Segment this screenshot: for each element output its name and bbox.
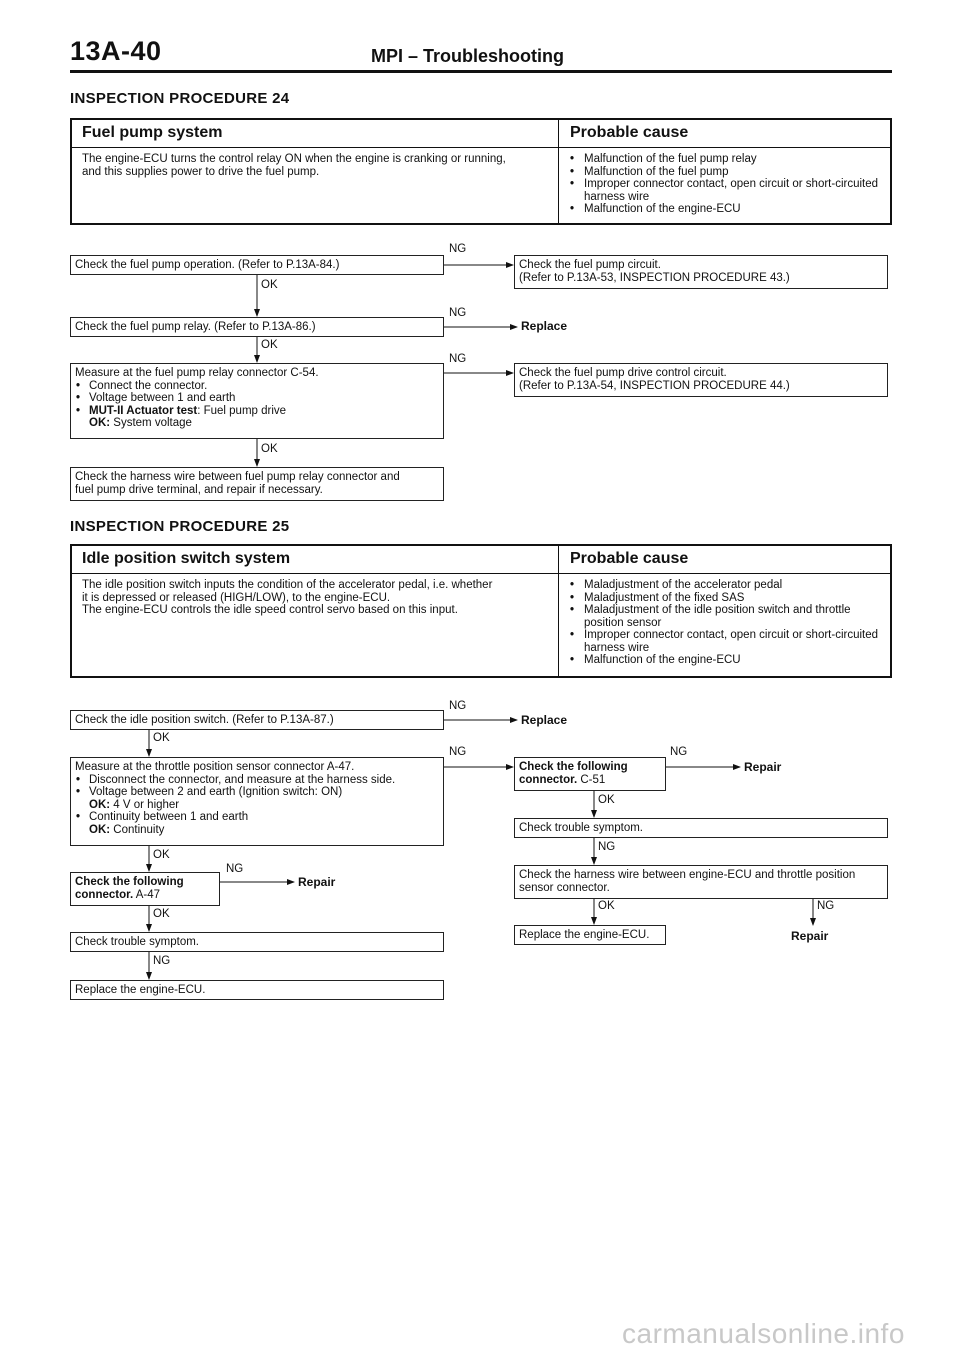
ok-label: OK: [261, 339, 278, 351]
action-replace: Replace: [521, 319, 568, 333]
step-replace-engine-ecu: Replace the engine-ECU.: [70, 980, 444, 1000]
connector-id: A-47: [135, 888, 161, 901]
ok-label: OK: [261, 443, 278, 455]
ok-value: 4 V or higher: [113, 798, 180, 811]
step-bullet: • Disconnect the connector, and measure at the harness side.: [75, 774, 439, 787]
ng-label: NG: [598, 841, 616, 853]
watermark: carmanualsonline.info: [622, 1318, 905, 1349]
probable-cause-header: Probable cause: [570, 124, 689, 141]
check-connector-label: Check the following connector.: [519, 761, 628, 786]
probable-cause-header: Probable cause: [570, 550, 689, 567]
step-line: Measure at the throttle position sensor connector A-47.: [75, 761, 355, 773]
ok-label: OK: [153, 908, 170, 920]
step-bullet: • Connect the connector.: [75, 380, 439, 393]
procedure-24-title: INSPECTION PROCEDURE 24: [70, 90, 290, 107]
step-check-trouble-symptom: Check trouble symptom.: [514, 818, 888, 838]
ok-label: OK: [153, 732, 170, 744]
ok-label: OK:: [89, 417, 111, 429]
ok-label: OK:: [89, 798, 111, 811]
cause-item: • Maladjustment of the idle position switch and throttle position sensor: [570, 604, 882, 629]
cause-item: • Maladjustment of the fixed SAS: [570, 592, 882, 605]
ok-label: OK: [153, 849, 170, 861]
step-bullet: • Voltage between 1 and earth: [75, 392, 439, 405]
cause-item: • Improper connector contact, open circuit or short-circuited harness wire: [570, 178, 882, 203]
ok-label: OK:: [89, 823, 111, 836]
step-line: Measure at the fuel pump relay connector C-54.: [75, 367, 319, 379]
cause-item: • Malfunction of the engine-ECU: [570, 203, 882, 216]
ng-label: NG: [449, 700, 467, 712]
step-bullet: • Continuity between 1 and earth: [75, 811, 439, 824]
system-name: Fuel pump system: [82, 124, 223, 141]
ok-label: OK: [598, 900, 615, 912]
page-number: 13A-40: [70, 36, 162, 66]
system-description: The engine-ECU turns the control relay ON when the engine is cranking or running, and this supplies power to drive the fuel pump.: [82, 153, 506, 178]
ng-label: NG: [449, 746, 467, 758]
system-name: Idle position switch system: [82, 550, 291, 567]
cause-item: • Malfunction of the fuel pump: [570, 166, 882, 179]
check-connector-label: Check the following connector.: [75, 876, 184, 901]
ok-value: System voltage: [113, 417, 192, 429]
page-title: MPI – Troubleshooting: [371, 46, 564, 66]
step-check-harness-ecu-tps: Check the harness wire between engine-ECU and throttle position sensor connector.: [514, 865, 888, 899]
step-check-trouble-symptom: Check trouble symptom.: [70, 932, 444, 952]
cause-item: • Maladjustment of the accelerator pedal: [570, 579, 882, 592]
ok-label: OK: [598, 794, 615, 806]
procedure-25-title: INSPECTION PROCEDURE 25: [70, 518, 290, 535]
system-description: The idle position switch inputs the condition of the accelerator pedal, i.e. whether it is depressed or released (HIGH/LOW), to the engine-ECU. The engine-ECU controls the idle speed control servo based on this input.: [82, 579, 493, 616]
ng-label: NG: [670, 746, 688, 758]
cause-item: • Malfunction of the fuel pump relay: [570, 153, 882, 166]
step-check-drive-control-circuit: Check the fuel pump drive control circuit. (Refer to P.13A-54, INSPECTION PROCEDURE 44.): [514, 363, 888, 397]
ng-label: NG: [449, 307, 467, 319]
ng-label: NG: [153, 955, 171, 967]
test-detail: : Fuel pump drive: [197, 404, 287, 417]
ng-label: NG: [449, 243, 467, 255]
cause-item: • Malfunction of the engine-ECU: [570, 654, 882, 667]
step-check-idle-position-switch: Check the idle position switch. (Refer to P.13A-87.): [70, 710, 444, 730]
ng-label: NG: [449, 353, 467, 365]
step-replace-engine-ecu: Replace the engine-ECU.: [514, 925, 666, 945]
action-repair: Repair: [298, 875, 336, 889]
step-bullet: • Voltage between 2 and earth (Ignition switch: ON): [75, 786, 439, 799]
action-repair: Repair: [744, 760, 782, 774]
step-check-fuel-pump-relay: Check the fuel pump relay. (Refer to P.13A-86.): [70, 317, 444, 337]
cause-item: • Improper connector contact, open circuit or short-circuited harness wire: [570, 629, 882, 654]
action-repair: Repair: [791, 929, 829, 943]
step-check-fuel-pump-operation: Check the fuel pump operation. (Refer to P.13A-84.): [70, 255, 444, 275]
ng-label: NG: [226, 863, 244, 875]
ng-label: NG: [817, 900, 835, 912]
ok-value: Continuity: [113, 823, 165, 836]
connector-id: C-51: [580, 773, 606, 786]
test-name: MUT-II Actuator test: [89, 404, 198, 417]
step-check-fuel-pump-circuit: Check the fuel pump circuit. (Refer to P.13A-53, INSPECTION PROCEDURE 43.): [514, 255, 888, 289]
action-replace: Replace: [521, 713, 568, 727]
step-check-harness-wire: Check the harness wire between fuel pump relay connector and fuel pump drive terminal, and repair if necessary.: [70, 467, 444, 501]
ok-label: OK: [261, 279, 278, 291]
